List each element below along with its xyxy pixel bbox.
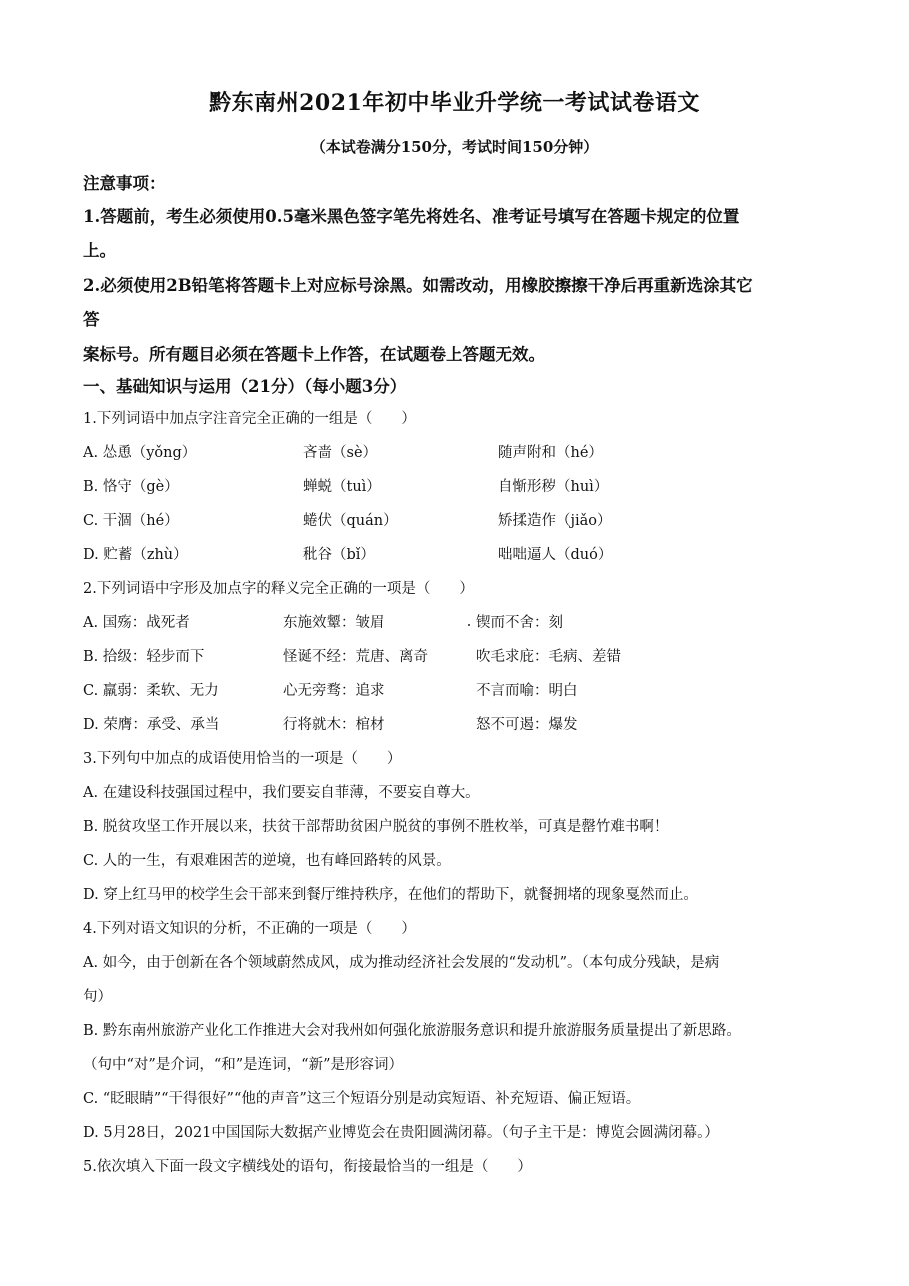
notice-line: 1.答题前，考生必须使用0.5毫米黑色签字笔先将姓名、准考证号填写在答题卡规定的位置 <box>83 207 740 226</box>
q3-option-c: C. 人的一生，有艰难困苦的逆境，也有峰回路转的风景。 <box>83 853 451 869</box>
notice-line: 2.必须使用2B铅笔将答题卡上对应标号涂黑。如需改动，用橡胶擦擦干净后再重新选涂其它 <box>83 276 753 295</box>
question-stem: 5.依次填入下面一段文字横线处的语句，衔接最恰当的一组是（ ） <box>83 1159 532 1175</box>
q2-option-a-3: 锲而不舍：刻 <box>476 615 563 631</box>
q2-option-c-2: 心无旁骛：追求 <box>283 683 385 699</box>
q3-option-d: D. 穿上红马甲的校学生会干部来到餐厅维持秩序，在他们的帮助下，就餐拥堵的现象戛然而止。 <box>83 887 698 903</box>
notice-line: 上。 <box>83 241 116 260</box>
page-title: 黔东南州2021年初中毕业升学统一考试试卷语文 <box>209 90 700 116</box>
q2-option-c-1: C. 羸弱：柔软、无力 <box>83 683 219 699</box>
q1-option-a-2: 吝啬（sè） <box>303 445 378 461</box>
q2-option-b-1: B. 拾级：轻步而下 <box>83 649 205 665</box>
q1-option-b-2: 蝉蜕（tuì） <box>303 479 381 495</box>
section-heading: 一、基础知识与运用（21分）（每小题3分） <box>83 377 407 396</box>
q1-option-c-2: 蜷伏（quán） <box>303 513 398 529</box>
q1-option-c-1: C. 干涸（hé） <box>83 513 179 529</box>
q2-option-c-3: 不言而喻：明白 <box>476 683 578 699</box>
q1-option-c-3: 矫揉造作（jiǎo） <box>498 513 612 529</box>
q4-option-a: A. 如今，由于创新在各个领域蔚然成风，成为推动经济社会发展的“发动机”。（本句成分残缺，是病 <box>83 955 720 971</box>
q4-option-b-cont: （句中“对”是介词，“和”是连词，“新”是形容词） <box>83 1057 403 1073</box>
question-stem: 4.下列对语文知识的分析，不正确的一项是（ ） <box>83 921 416 937</box>
question-stem: 3.下列句中加点的成语使用恰当的一项是（ ） <box>83 751 402 767</box>
q1-option-d-2: 秕谷（bǐ） <box>303 547 375 563</box>
q1-option-a-1: A. 怂恿（yǒng） <box>83 445 197 461</box>
q2-option-d-1: D. 荣膺：承受、承当 <box>83 717 220 733</box>
q2-option-a-2: 东施效颦：皱眉 <box>283 615 385 631</box>
q1-option-d-1: D. 贮蓄（zhù） <box>83 547 188 563</box>
question-stem: 1.下列词语中加点字注音完全正确的一组是（ ） <box>83 411 416 427</box>
notice-line: 案标号。所有题目必须在答题卡上作答，在试题卷上答题无效。 <box>83 345 545 364</box>
q4-option-d: D. 5月28日，2021中国国际大数据产业博览会在贵阳圆满闭幕。（句子主干是：博览会圆满闭幕。） <box>83 1125 719 1141</box>
q1-option-b-3: 自惭形秽（huì） <box>498 479 609 495</box>
notice-line: 答 <box>83 310 100 329</box>
question-stem: 2.下列词语中字形及加点字的释义完全正确的一项是（ ） <box>83 581 474 597</box>
q2-option-b-2: 怪诞不经：荒唐、离奇 <box>283 649 428 665</box>
notice-heading: 注意事项： <box>83 174 166 193</box>
q1-option-a-3: 随声附和（hé） <box>498 445 603 461</box>
q4-option-b: B. 黔东南州旅游产业化工作推进大会对我州如何强化旅游服务意识和提升旅游服务质量提出了新思路。 <box>83 1023 741 1039</box>
q2-option-d-3: 怒不可遏：爆发 <box>476 717 578 733</box>
q4-option-c: C. “眨眼睛”“干得很好”“他的声音”这三个短语分别是动宾短语、补充短语、偏正短语。 <box>83 1091 641 1107</box>
q4-option-a-cont: 句） <box>83 989 112 1005</box>
emphasis-dot <box>468 624 470 626</box>
q2-option-b-3: 吹毛求庇：毛病、差错 <box>476 649 621 665</box>
page-subtitle: （本试卷满分150分，考试时间150分钟） <box>310 138 599 156</box>
q1-option-b-1: B. 恪守（gè） <box>83 479 179 495</box>
q2-option-a-1: A. 国殇：战死者 <box>83 615 190 631</box>
q2-option-d-2: 行将就木：棺材 <box>283 717 385 733</box>
q1-option-d-3: 咄咄逼人（duó） <box>498 547 613 563</box>
q3-option-a: A. 在建设科技强国过程中，我们要妄自菲薄，不要妄自尊大。 <box>83 785 480 801</box>
q3-option-b: B. 脱贫攻坚工作开展以来，扶贫干部帮助贫困户脱贫的事例不胜枚举，可真是罄竹难书啊！ <box>83 819 669 835</box>
